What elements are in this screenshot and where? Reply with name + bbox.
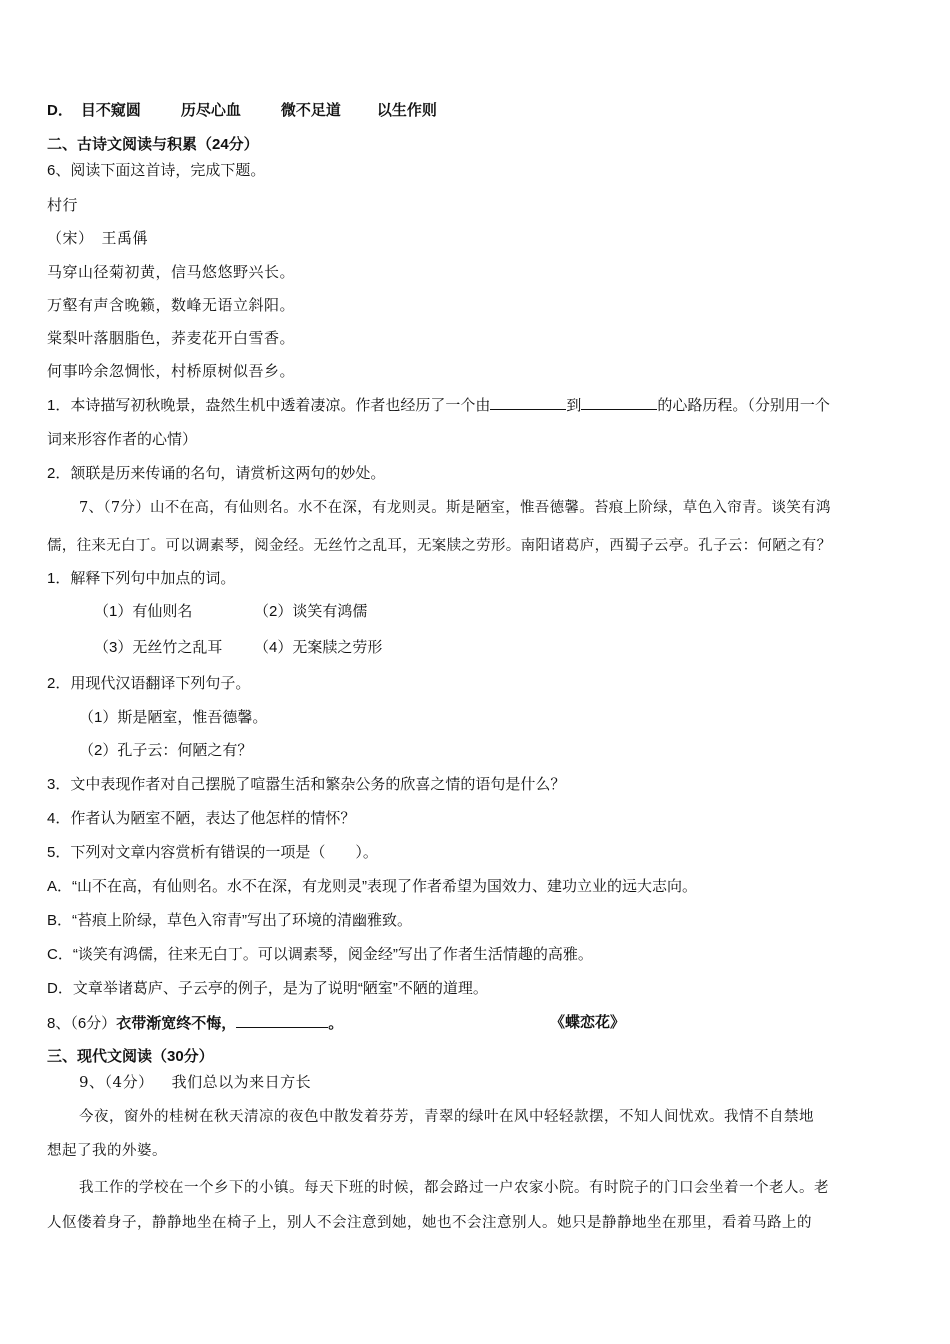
poem-line-1: 马穿山径菊初黄，信马悠悠野兴长。 [47, 263, 296, 281]
q9-heading [79, 1072, 311, 1092]
q7-s1-row-2 [94, 638, 382, 658]
q8-line [47, 1013, 343, 1034]
q7-passage-line-2: 儒，往来无白丁。可以调素琴，阅金经。无丝竹之乱耳，无案牍之劳形。南阳诸葛庐，西蜀子云亭。孔子云：何陋之有？ [47, 538, 832, 554]
answer-blank-2[interactable] [581, 395, 657, 410]
q7-option-d: D．文章举诸葛庐、子云亭的例子，是为了说明“陋室”不陋的道理。 [47, 980, 488, 997]
q8-end: 。 [328, 1015, 344, 1032]
poem-author: （宋） 王禹偁 [47, 229, 149, 247]
q9-p1-line-2: 想起了我的外婆。 [47, 1143, 167, 1159]
q7-subquestion-3: 3．文中表现作者对自己摆脱了喧嚣生活和繁杂公务的欣喜之情的语句是什么？ [47, 776, 566, 793]
q9-prefix: 9、（4分） [79, 1073, 154, 1091]
q6-intro: 6、阅读下面这首诗，完成下题。 [47, 162, 266, 179]
option-d-label: D． [47, 102, 73, 119]
poem-line-3: 棠梨叶落胭脂色，荞麦花开白雪香。 [47, 329, 296, 347]
section-3-heading: 三、现代文阅读（30分） [47, 1048, 214, 1065]
q9-p2-line-2: 人伛偻着身子，静静地坐在椅子上，别人不会注意到她，她也不会注意别人。她只是静静地坐在那里，看着马路上的 [47, 1215, 812, 1231]
q7-s1-row-1 [94, 602, 367, 622]
poem-title: 村行 [47, 196, 79, 214]
q6-s1-text-a: 1．本诗描写初秋晚景，盎然生机中透着凄凉。作者也经历了一个由 [47, 397, 491, 414]
q8-text: 衣带渐宽终不悔， [116, 1015, 237, 1032]
q6-s1-text-mid: 到 [566, 397, 582, 414]
q7-s2-item-2: （2）孔子云：何陋之有？ [79, 742, 253, 759]
q8-prefix: 8、（6分） [47, 1015, 117, 1032]
q7-subquestion-5: 5．下列对文章内容赏析有错误的一项是（ ）。 [47, 844, 378, 861]
q7-passage-line-1: 7、（7分）山不在高，有仙则名。水不在深，有龙则灵。斯是陋室，惟吾德馨。苔痕上阶绿，草色入帘青。谈笑有鸿 [79, 500, 831, 516]
option-d-item-3: 微不足道 [280, 102, 341, 119]
poem-line-4: 何事吟余忽惆怅，村桥原树似吾乡。 [47, 362, 296, 380]
q7-subquestion-1: 1．解释下列句中加点的词。 [47, 570, 236, 587]
q6-subquestion-1-cont: 词来形容作者的心情） [47, 431, 198, 448]
option-d-line [47, 101, 437, 121]
q6-subquestion-1 [47, 395, 830, 416]
q7-s1-item-1: （1）有仙则名 [94, 603, 193, 620]
q7-option-b: B．“苔痕上阶绿，草色入帘青”写出了环境的清幽雅致。 [47, 912, 412, 929]
q9-p1-line-1: 今夜，窗外的桂树在秋天清凉的夜色中散发着芬芳，青翠的绿叶在风中轻轻款摆，不知人间忧欢。我情不自禁地 [79, 1109, 814, 1125]
q6-s1-text-b: 的心路历程。（分别用一个 [657, 397, 830, 414]
q9-p2-line-1: 我工作的学校在一个乡下的小镇。每天下班的时候，都会路过一户农家小院。有时院子的门口会坐着一个老人。老 [79, 1180, 829, 1196]
q8-source: 《蝶恋花》 [550, 1014, 626, 1031]
option-d-item-2: 历尽心血 [180, 102, 241, 119]
option-d-item-4: 以生作则 [376, 102, 437, 119]
option-d-item-1: 目不窥圆 [80, 102, 141, 119]
q7-s1-item-3: （3）无丝竹之乱耳 [94, 639, 223, 656]
q8-answer-blank[interactable] [236, 1013, 328, 1028]
section-2-heading: 二、古诗文阅读与积累（24分） [47, 136, 259, 153]
answer-blank-1[interactable] [490, 395, 566, 410]
q7-option-c: C．“谈笑有鸿儒，往来无白丁。可以调素琴，阅金经”写出了作者生活情趣的高雅。 [47, 946, 593, 963]
q7-s1-item-2: （2）谈笑有鸿儒 [254, 603, 368, 620]
q9-title: 我们总以为来日方长 [171, 1073, 312, 1091]
q7-subquestion-2: 2．用现代汉语翻译下列句子。 [47, 675, 251, 692]
q7-subquestion-4: 4．作者认为陋室不陋，表达了他怎样的情怀？ [47, 810, 356, 827]
q6-subquestion-2: 2．颔联是历来传诵的名句，请赏析这两句的妙处。 [47, 465, 386, 482]
q7-option-a: A．“山不在高，有仙则名。水不在深，有龙则灵”表现了作者希望为国效力、建功立业的远大志向。 [47, 878, 697, 895]
q7-s2-item-1: （1）斯是陋室，惟吾德馨。 [79, 709, 268, 726]
q7-s1-item-4: （4）无案牍之劳形 [254, 639, 383, 656]
poem-line-2: 万壑有声含晚籁，数峰无语立斜阳。 [47, 296, 296, 314]
